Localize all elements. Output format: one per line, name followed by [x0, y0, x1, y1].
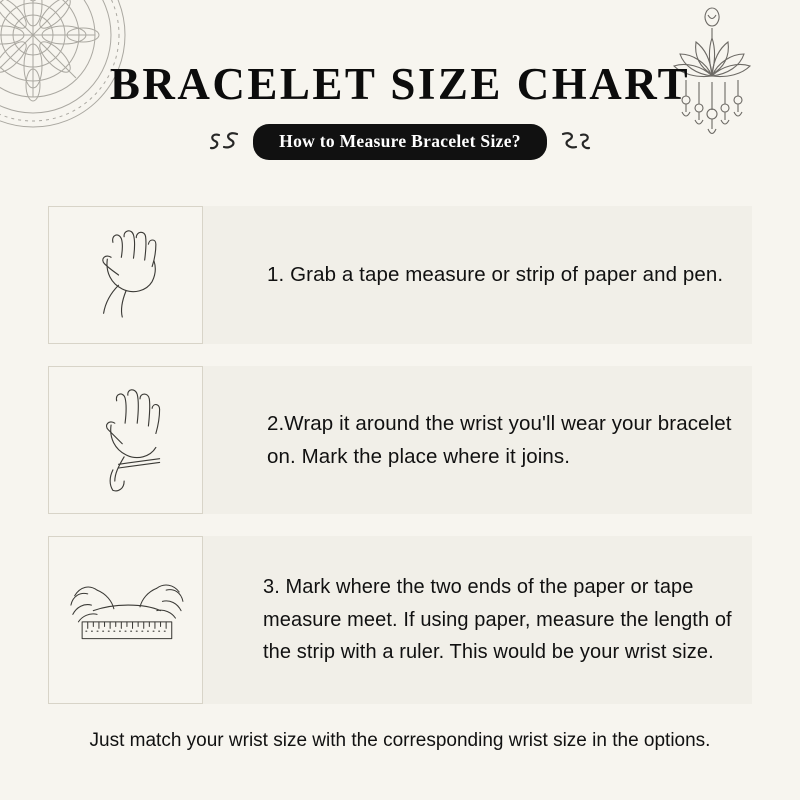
swirl-flourish-left-icon: [207, 129, 241, 155]
hand-with-tape-around-wrist-illustration-icon: [48, 366, 203, 514]
swirl-flourish-right-icon: [559, 129, 593, 155]
hand-holding-tape-measure-illustration-icon: [48, 206, 203, 344]
step-item: [48, 206, 752, 344]
footer-note: Just match your wrist size with the corresponding wrist size in the options.: [89, 730, 711, 751]
hands-measuring-strip-with-ruler-illustration-icon: [48, 536, 203, 704]
page-title: BRACELET SIZE CHART: [109, 59, 691, 109]
steps-list: [48, 206, 752, 726]
subtitle-pill: How to Measure Bracelet Size?: [253, 124, 547, 160]
step-text: 3. Mark where the two ends of the paper or tape measure meet. If using paper, measure the length of the strip with a ruler. This would be your wrist size.: [263, 576, 732, 664]
step-text: 2.Wrap it around the wrist you'll wear your bracelet on. Mark the place where it joins.: [267, 411, 732, 468]
subtitle-row: [0, 124, 800, 160]
step-text: 1. Grab a tape measure or strip of paper and pen.: [267, 263, 724, 287]
step-item: [48, 366, 752, 514]
step-item: [48, 536, 752, 704]
